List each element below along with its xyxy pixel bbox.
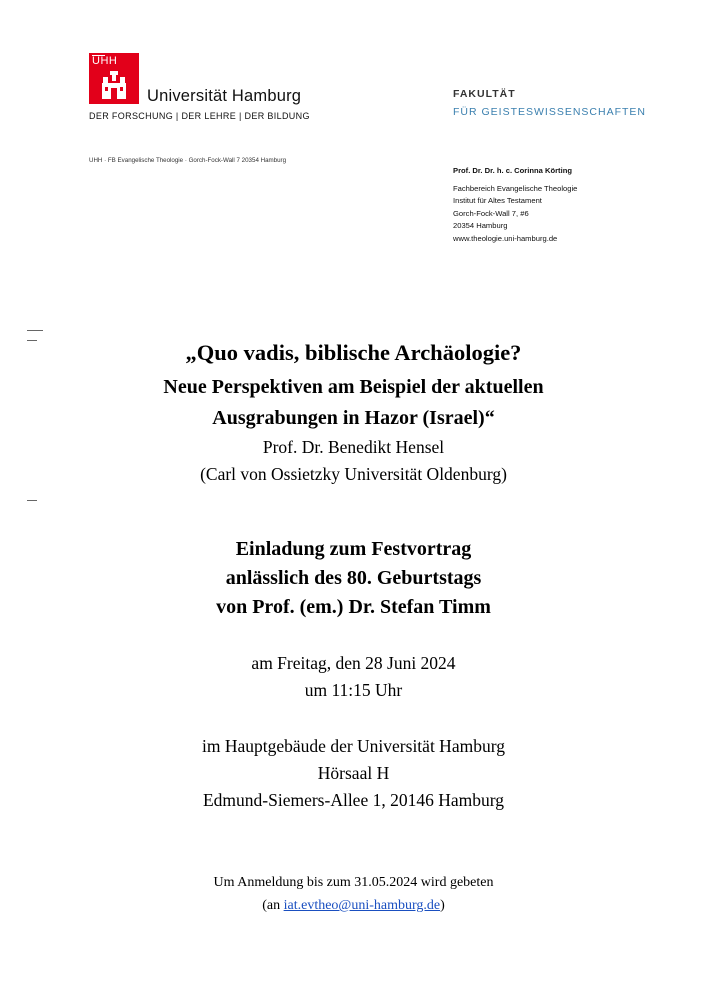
event-date: am Freitag, den 28 Juni 2024: [251, 653, 456, 673]
speaker-affiliation: (Carl von Ossietzky Universität Oldenburg): [200, 464, 507, 484]
faculty-label: FAKULTÄT: [453, 88, 516, 100]
lecture-title-line: „Quo vadis, biblische Archäologie?: [185, 340, 522, 365]
registration-note: Um Anmeldung bis zum 31.05.2024 wird gebeten: [213, 875, 494, 890]
faculty-name: FÜR GEISTESWISSENSCHAFTEN: [453, 106, 647, 118]
website-link[interactable]: www.theologie.uni-hamburg.de: [453, 233, 558, 243]
fold-mark: [27, 500, 37, 501]
address-line: Fachbereich Evangelische Theologie: [453, 183, 578, 193]
email-link[interactable]: iat.evtheo@uni-hamburg.de: [283, 898, 441, 913]
address-block: [453, 165, 577, 245]
address-line: Institut für Altes Testament: [453, 196, 542, 205]
address-line: Gorch-Fock-Wall 7, #6: [453, 208, 529, 218]
event-address: Edmund-Siemers-Allee 1, 20146 Hamburg: [202, 790, 504, 810]
lecture-title-line: Neue Perspektiven am Beispiel der aktuellen: [163, 376, 544, 398]
invitation-line: Einladung zum Festvortrag: [235, 538, 472, 560]
university-name: Universität Hamburg: [147, 87, 302, 105]
uhh-logo: [89, 53, 139, 104]
event-building: im Hauptgebäude der Universität Hamburg: [202, 736, 505, 756]
fold-mark: [27, 330, 43, 331]
contact-name: Prof. Dr. Dr. h. c. Corinna Körting: [453, 166, 572, 175]
hamburg-castle-icon: [101, 71, 127, 101]
registration-prefix: (an: [262, 898, 284, 913]
sender-line: UHH · FB Evangelische Theologie · Gorch-Fock-Wall 7 20354 Hamburg: [89, 157, 287, 164]
registration-suffix: ): [440, 898, 445, 913]
event-time: um 11:15 Uhr: [304, 680, 403, 700]
invitation-line: von Prof. (em.) Dr. Stefan Timm: [216, 596, 491, 618]
logo-short: UHH: [92, 55, 118, 67]
lecture-title-line: Ausgrabungen in Hazor (Israel)“: [212, 407, 495, 429]
event-room: Hörsaal H: [317, 763, 390, 783]
registration-contact: [0, 895, 707, 917]
speaker-name: Prof. Dr. Benedikt Hensel: [262, 437, 445, 457]
invitation-line: anlässlich des 80. Geburtstags: [225, 567, 482, 589]
university-motto: DER FORSCHUNG | DER LEHRE | DER BILDUNG: [89, 111, 310, 121]
address-line: 20354 Hamburg: [453, 221, 508, 230]
